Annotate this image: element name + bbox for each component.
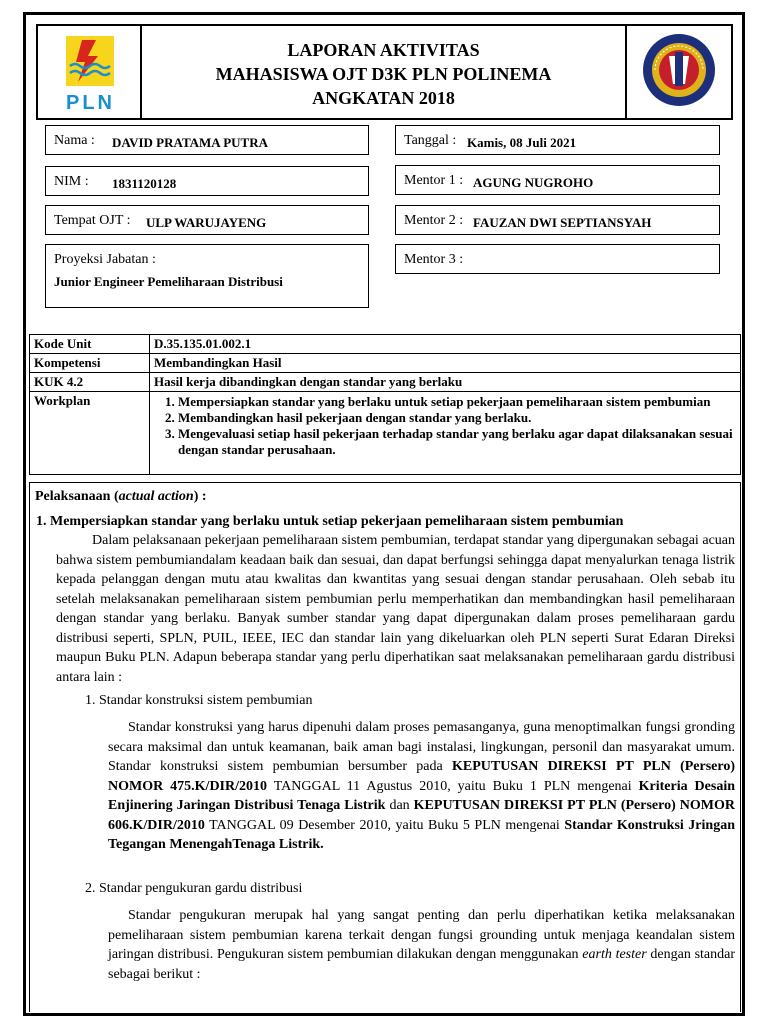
workplan-item: 1. Mempersiapkan standar yang berlaku untuk setiap pekerjaan pemeliharaan sistem pembumian [178,394,736,410]
nama-label: Nama : [54,133,95,148]
pln-logo [38,26,142,118]
nama-field [45,125,369,155]
proyeksi-value: Junior Engineer Pemeliharaan Distribusi [54,274,283,289]
mentor2-value: FAUZAN DWI SEPTIANSYAH [473,215,652,230]
kuk-value: Hasil kerja dibandingkan dengan standar yang berlaku [150,373,741,392]
sub2-text-a: Standar pengukuran merupak hal yang sangat penting dan perlu diperhatikan ketika melaksanakan pemeliharaan sistem pembumian karena terkait dengan fungsi grounding untuk menjaga keandalan sistem jaringan distribusi. Pengukuran sistem pembumian dilakukan dengan menggunakan [108,908,735,962]
kuk-label: KUK 4.2 [30,373,150,392]
nama-value: DAVID PRATAMA PUTRA [112,135,268,150]
sub1-bold-2: Kriteria Desain Enjinering Jaringan Distribusi Tenaga Listrik [108,778,735,813]
sub2-paragraph [108,906,735,984]
kode-unit-value: D.35.135.01.002.1 [150,335,741,354]
report-title [142,26,625,118]
tanggal-value: Kamis, 08 Juli 2021 [467,135,577,150]
sub1-text-c: dan [385,798,414,813]
report-header [36,24,733,120]
kompetensi-label: Kompetensi [30,354,150,373]
kompetensi-value: Membandingkan Hasil [150,354,741,373]
heading-prefix: Pelaksanaan ( [35,489,119,504]
mentor1-field [395,165,720,195]
kode-unit-label: Kode Unit [30,335,150,354]
table-row [30,392,741,475]
proyeksi-field [45,244,369,308]
title-line-3: ANGKATAN 2018 [312,88,455,108]
section1-title: 1. Mempersiapkan standar yang berlaku untuk setiap pekerjaan pemeliharaan sistem pembumian [36,514,624,529]
title-line-2: MAHASISWA OJT D3K PLN POLINEMA [215,64,552,84]
sub1-paragraph [108,718,735,855]
polinema-logo-icon [627,26,733,118]
workplan-label: Workplan [30,392,150,475]
sub1-bold-1: KEPUTUSAN DIREKSI PT PLN (Persero) NOMOR 475.K/DIR/2010 [108,759,736,794]
competency-table [29,334,741,475]
mentor3-field [395,244,720,274]
tempat-value: ULP WARUJAYENG [146,215,267,230]
title-line-1: LAPORAN AKTIVITAS [287,40,480,60]
sub1-bold-3: KEPUTUSAN DIREKSI PT PLN (Persero) NOMOR 606.K/DIR/2010 [108,798,735,833]
sub1-text-b: TANGGAL 11 Agustus 2010, yaitu Buku 1 PLN mengenai [267,778,639,794]
tanggal-field [395,125,720,155]
tanggal-label: Tanggal : [404,133,457,148]
sub2-title: 2. Standar pengukuran gardu distribusi [85,881,303,896]
workplan-item: 3. Mengevaluasi setiap hasil pekerjaan terhadap standar yang berlaku agar dapat dilaksanakan sesuai dengan standar perusahaan. [178,426,736,458]
tempat-label: Tempat OJT : [54,213,131,228]
sub1-text-d: TANGGAL 09 Desember 2010, yaitu Buku 5 PLN mengenai [204,817,565,833]
sub2-italic-1: earth tester [582,947,647,962]
nim-field [45,166,369,196]
proyeksi-label: Proyeksi Jabatan : [54,252,156,267]
mentor3-label: Mentor 3 : [404,252,464,267]
nim-value: 1831120128 [112,176,177,191]
workplan-list [150,392,741,475]
tempat-field [45,205,369,235]
workplan-item: 2. Membandingkan hasil pekerjaan dengan standar yang berlaku. [178,410,736,426]
pelaksanaan-heading [35,487,207,507]
sub2-text-b: dengan standar sebagai berikut : [108,947,735,982]
table-row [30,373,741,392]
pln-logo-text: PLN [66,92,115,114]
table-row [30,335,741,354]
sub1-text-a: Standar konstruksi yang harus dipenuhi dalam proses pemasanganya, guna menoptimalkan fungsi gronding secara maksimal dan untuk keamanan, baik aman bagi instalasi, lingkungan, personil dan masyarakat umum. Standar konstruksi sistem pembumian bersumber pada [108,720,735,774]
mentor1-value: AGUNG NUGROHO [473,175,594,190]
table-row [30,354,741,373]
section1-paragraph: Dalam pelaksanaan pekerjaan pemeliharaan sistem pembumian, terdapat standar yang dipergunakan sebagai acuan bahwa sistem pembumiandalam keadaan baik dan sesuai, dan dapat berfungsi sehingga dapat menyalurkan tenaga listrik kepada pelanggan dengan mutu atau kwalitas dan kwantitas yang sesuai dengan standar perusahaan. Oleh sebab itu setelah melaksanakan pemeliharaan sistem pembumian perlu memperhatikan dan membandingkan hasil pemeliharaan dengan standar yang berlaku. Banyak sumber standar yang dapat dipergunakan dalam proses pemeliharaan gardu distribusi seperti, SPLN, PUIL, IEEE, IEC dan standar lain yang dikeluarkan oleh PLN seperti Surat Edaran Direksi maupun Buku PLN. Adapun beberapa standar yang perlu diperhatikan saat melaksanakan pemeliharaan gardu distribusi antara lain : [56,533,735,685]
mentor2-field [395,205,720,235]
pelaksanaan-section [29,482,741,1012]
sub1-title: 1. Standar konstruksi sistem pembumian [85,693,313,708]
mentor2-label: Mentor 2 : [404,213,464,228]
sub1-bold-4: Standar Konstruksi Jringan Tegangan MenengahTenaga Listrik. [108,817,735,852]
nim-label: NIM : [54,174,89,189]
heading-suffix: ) : [193,489,207,504]
heading-italic: actual action [118,489,194,504]
mentor1-label: Mentor 1 : [404,173,464,188]
polinema-logo [625,26,731,118]
